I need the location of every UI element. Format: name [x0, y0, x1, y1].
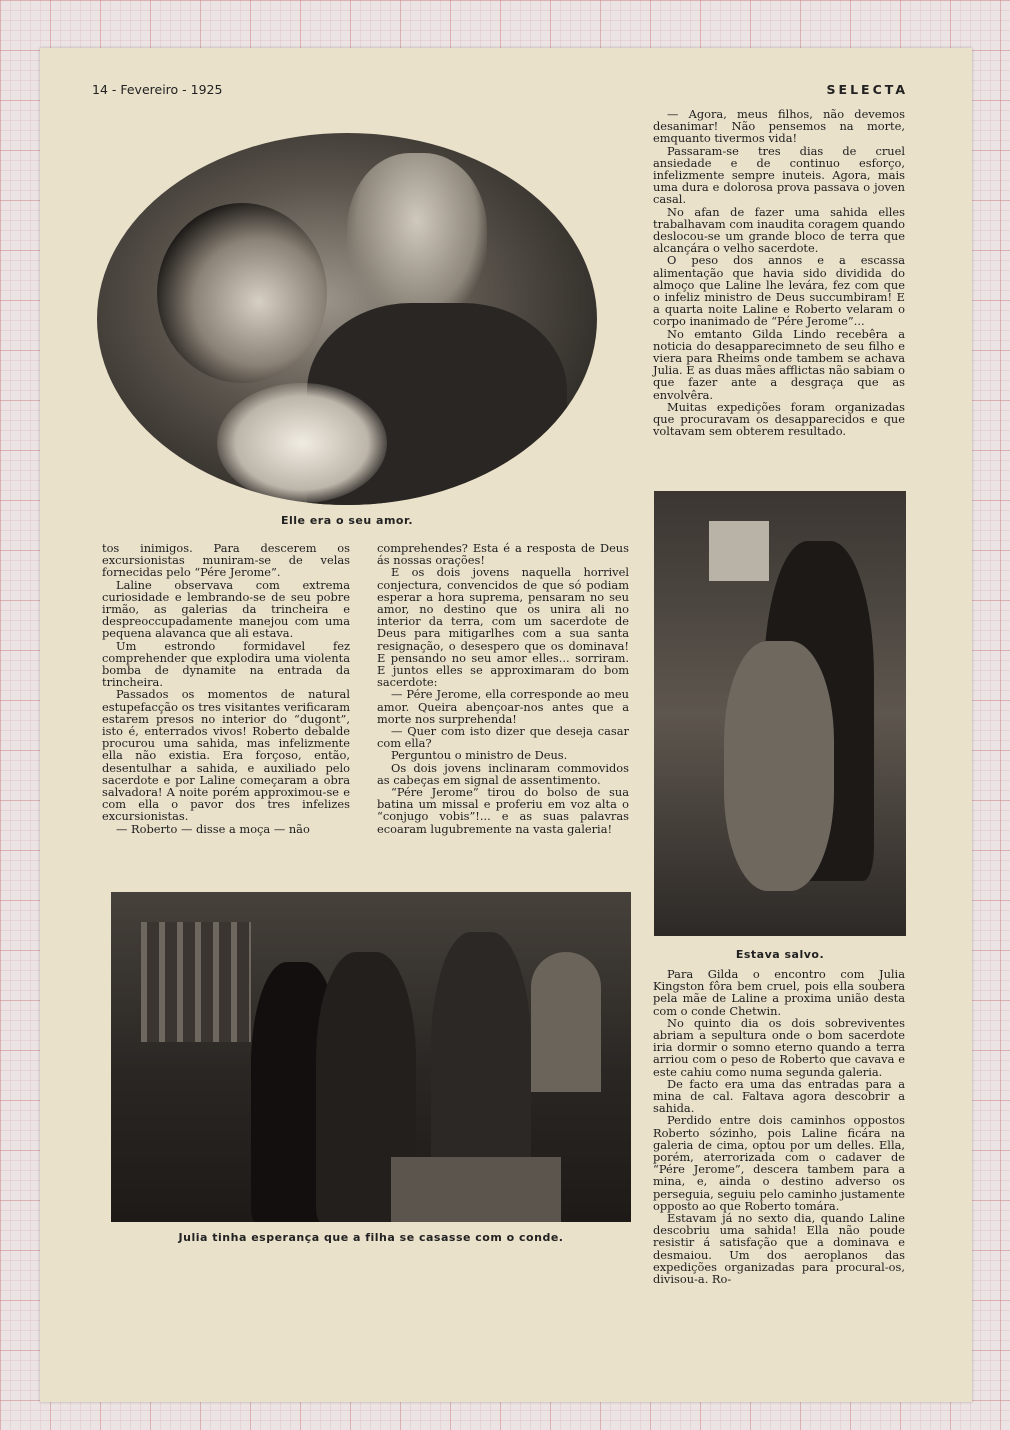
photo-couple-oval: [97, 133, 597, 505]
photo-table: [391, 1157, 561, 1222]
photo-figure-kneeling: [724, 641, 834, 891]
paragraph: — Quer com isto dizer que deseja casar com ella?: [377, 724, 629, 751]
magazine-page: [40, 48, 972, 1402]
paragraph: — Roberto — disse a moça — não: [116, 821, 310, 836]
running-header-date: 14 - Fevereiro - 1925: [92, 82, 223, 97]
photo-handshake: [111, 892, 631, 1222]
paragraph: tos inimigos. Para descerem os excursionistas muniram-se de velas fornecidas pelo “Pére Jerome”.: [102, 541, 350, 580]
paragraph: comprehendes? Esta é a resposta de Deus ás nossas orações!: [377, 541, 629, 568]
paragraph: Estavam já no sexto dia, quando Laline descobriu uma sahida! Ella não poude resistir á satisfação que a dominava e desmaiou. Um dos aeroplanos das expedições organizadas para procural-os, divisou-a. Ro-: [653, 1211, 905, 1287]
paragraph: De facto era uma das entradas para a mina de cal. Faltava agora descobrir a sahida.: [653, 1076, 905, 1116]
paragraph: Perguntou o ministro de Deus.: [391, 748, 568, 763]
paragraph: Um estrondo formidavel fez comprehender que explodira uma violenta bomba de dynamite na entrada da trincheira.: [102, 638, 350, 690]
column-right-top: [653, 108, 905, 437]
photo-window: [709, 521, 769, 581]
paragraph: Os dois jovens inclinaram commovidos as cabeças em signal de assentimento.: [377, 760, 629, 787]
paragraph: O peso dos annos e a escassa alimentação que havia sido dividida do almoço que Laline lhe levára, fez com que o infeliz ministro de Deus succumbiram! E a quarta noite Laline e Roberto velaram o corpo inanimado de “Pére Jerome”...: [653, 253, 905, 329]
paragraph: Para Gilda o encontro com Julia Kingston fôra bem cruel, pois ella soubera pela mãe de Laline a proxima união desta com o conde Chetwin.: [653, 967, 905, 1018]
photo-figure-woman: [157, 203, 327, 383]
running-header-title: SELECTA: [826, 82, 908, 97]
column-center-middle: [377, 542, 629, 835]
photo-embrace: [654, 491, 906, 936]
paragraph: — Pére Jerome, ella corresponde ao meu amor. Queira abençoar-nos antes que a morte nos surprehenda!: [377, 687, 629, 726]
caption-top-photo: Elle era o seu amor.: [280, 514, 413, 527]
paragraph: Perdido entre dois caminhos oppostos Roberto sózinho, pois Laline ficára na galeria de cima, optou por um delles. Ella, porém, aterrorizada com o cadaver de “Pére Jerome”, descera tambem para a mina, e, ainda o destino adverso os perseguia, seguiu pelo caminho justamente opposto ao que Roberto tomára.: [653, 1113, 905, 1213]
caption-bottom-photo: Julia tinha esperança que a filha se casasse com o conde.: [178, 1231, 564, 1244]
photo-figure-man: [347, 153, 487, 323]
photo-window-left: [141, 922, 251, 1042]
column-right-bottom: [653, 968, 905, 1285]
paragraph: No afan de fazer uma sahida elles trabalhavam com inaudita coragem quando deslocou-se um grande bloco de terra que alcançára o velho sacerdote.: [653, 204, 905, 256]
paragraph: No emtanto Gilda Lindo recebêra a noticia do desapparecimneto de seu filho e viera para Rheims onde tambem se achava Julia. E as duas mães afflictas não sabiam o que fazer ante a desgraça que as envolvêra.: [653, 326, 905, 402]
paragraph: Passados os momentos de natural estupefacção os tres visitantes verificaram estarem presos no interior do “dugont”, isto é, enterrados vivos! Roberto debalde procurou uma sahida, mas infelizmente ella não existia. Era forçoso, então, desentulhar a sahida, e auxiliado pelo sacerdote e por Laline começaram a obra salvadora! A noite porém approximou-se e com ella o pavor dos tres infelizes excursionistas.: [102, 687, 350, 824]
paragraph: — Agora, meus filhos, não devemos desanimar! Não pensemos na morte, emquanto tivermos vida!: [653, 107, 905, 146]
paragraph: Passaram-se tres dias de cruel ansiedade e de continuo esforço, infelizmente sempre inuteis. Agora, mais uma dura e dolorosa prova passava o joven casal.: [653, 143, 905, 207]
paragraph: Laline observava com extrema curiosidade e lembrando-se de seu pobre irmão, as galerias da trincheira e despreoccupadamente manejou com uma pequena alavanca que ali estava.: [102, 577, 350, 641]
photo-feather-bouquet: [217, 383, 387, 503]
paragraph: “Pére Jerome” tirou do bolso de sua batina um missal e proferiu em voz alta o “conjugo vobis”!... e as suas palavras ecoaram lugubremente na vasta galeria!: [377, 785, 629, 836]
paragraph: No quinto dia os dois sobreviventes abriam a sepultura onde o bom sacerdote iria dormir o somno eterno quando a terra arriou com o peso de Roberto que cavava e este cahiu como numa segunda galeria.: [653, 1015, 905, 1079]
caption-right-photo: Estava salvo.: [735, 948, 825, 961]
paragraph: E os dois jovens naquella horrivel conjectura, convencidos de que só podiam esperar a hora suprema, pensaram no seu amor, no destino que os unira ali no interior da terra, com um sacerdote de Deus para mitigarlhes com a sua santa resignação, o desespero que os dominava! E pensando no seu amor elles... sorriram. E juntos elles se approximaram do bom sacerdote:: [377, 565, 629, 690]
photo-window-right: [531, 952, 601, 1092]
paragraph: Muitas expedições foram organizadas que procuravam os desapparecidos e que voltavam sem obterem resultado.: [653, 399, 905, 439]
column-left-middle: [102, 542, 350, 835]
